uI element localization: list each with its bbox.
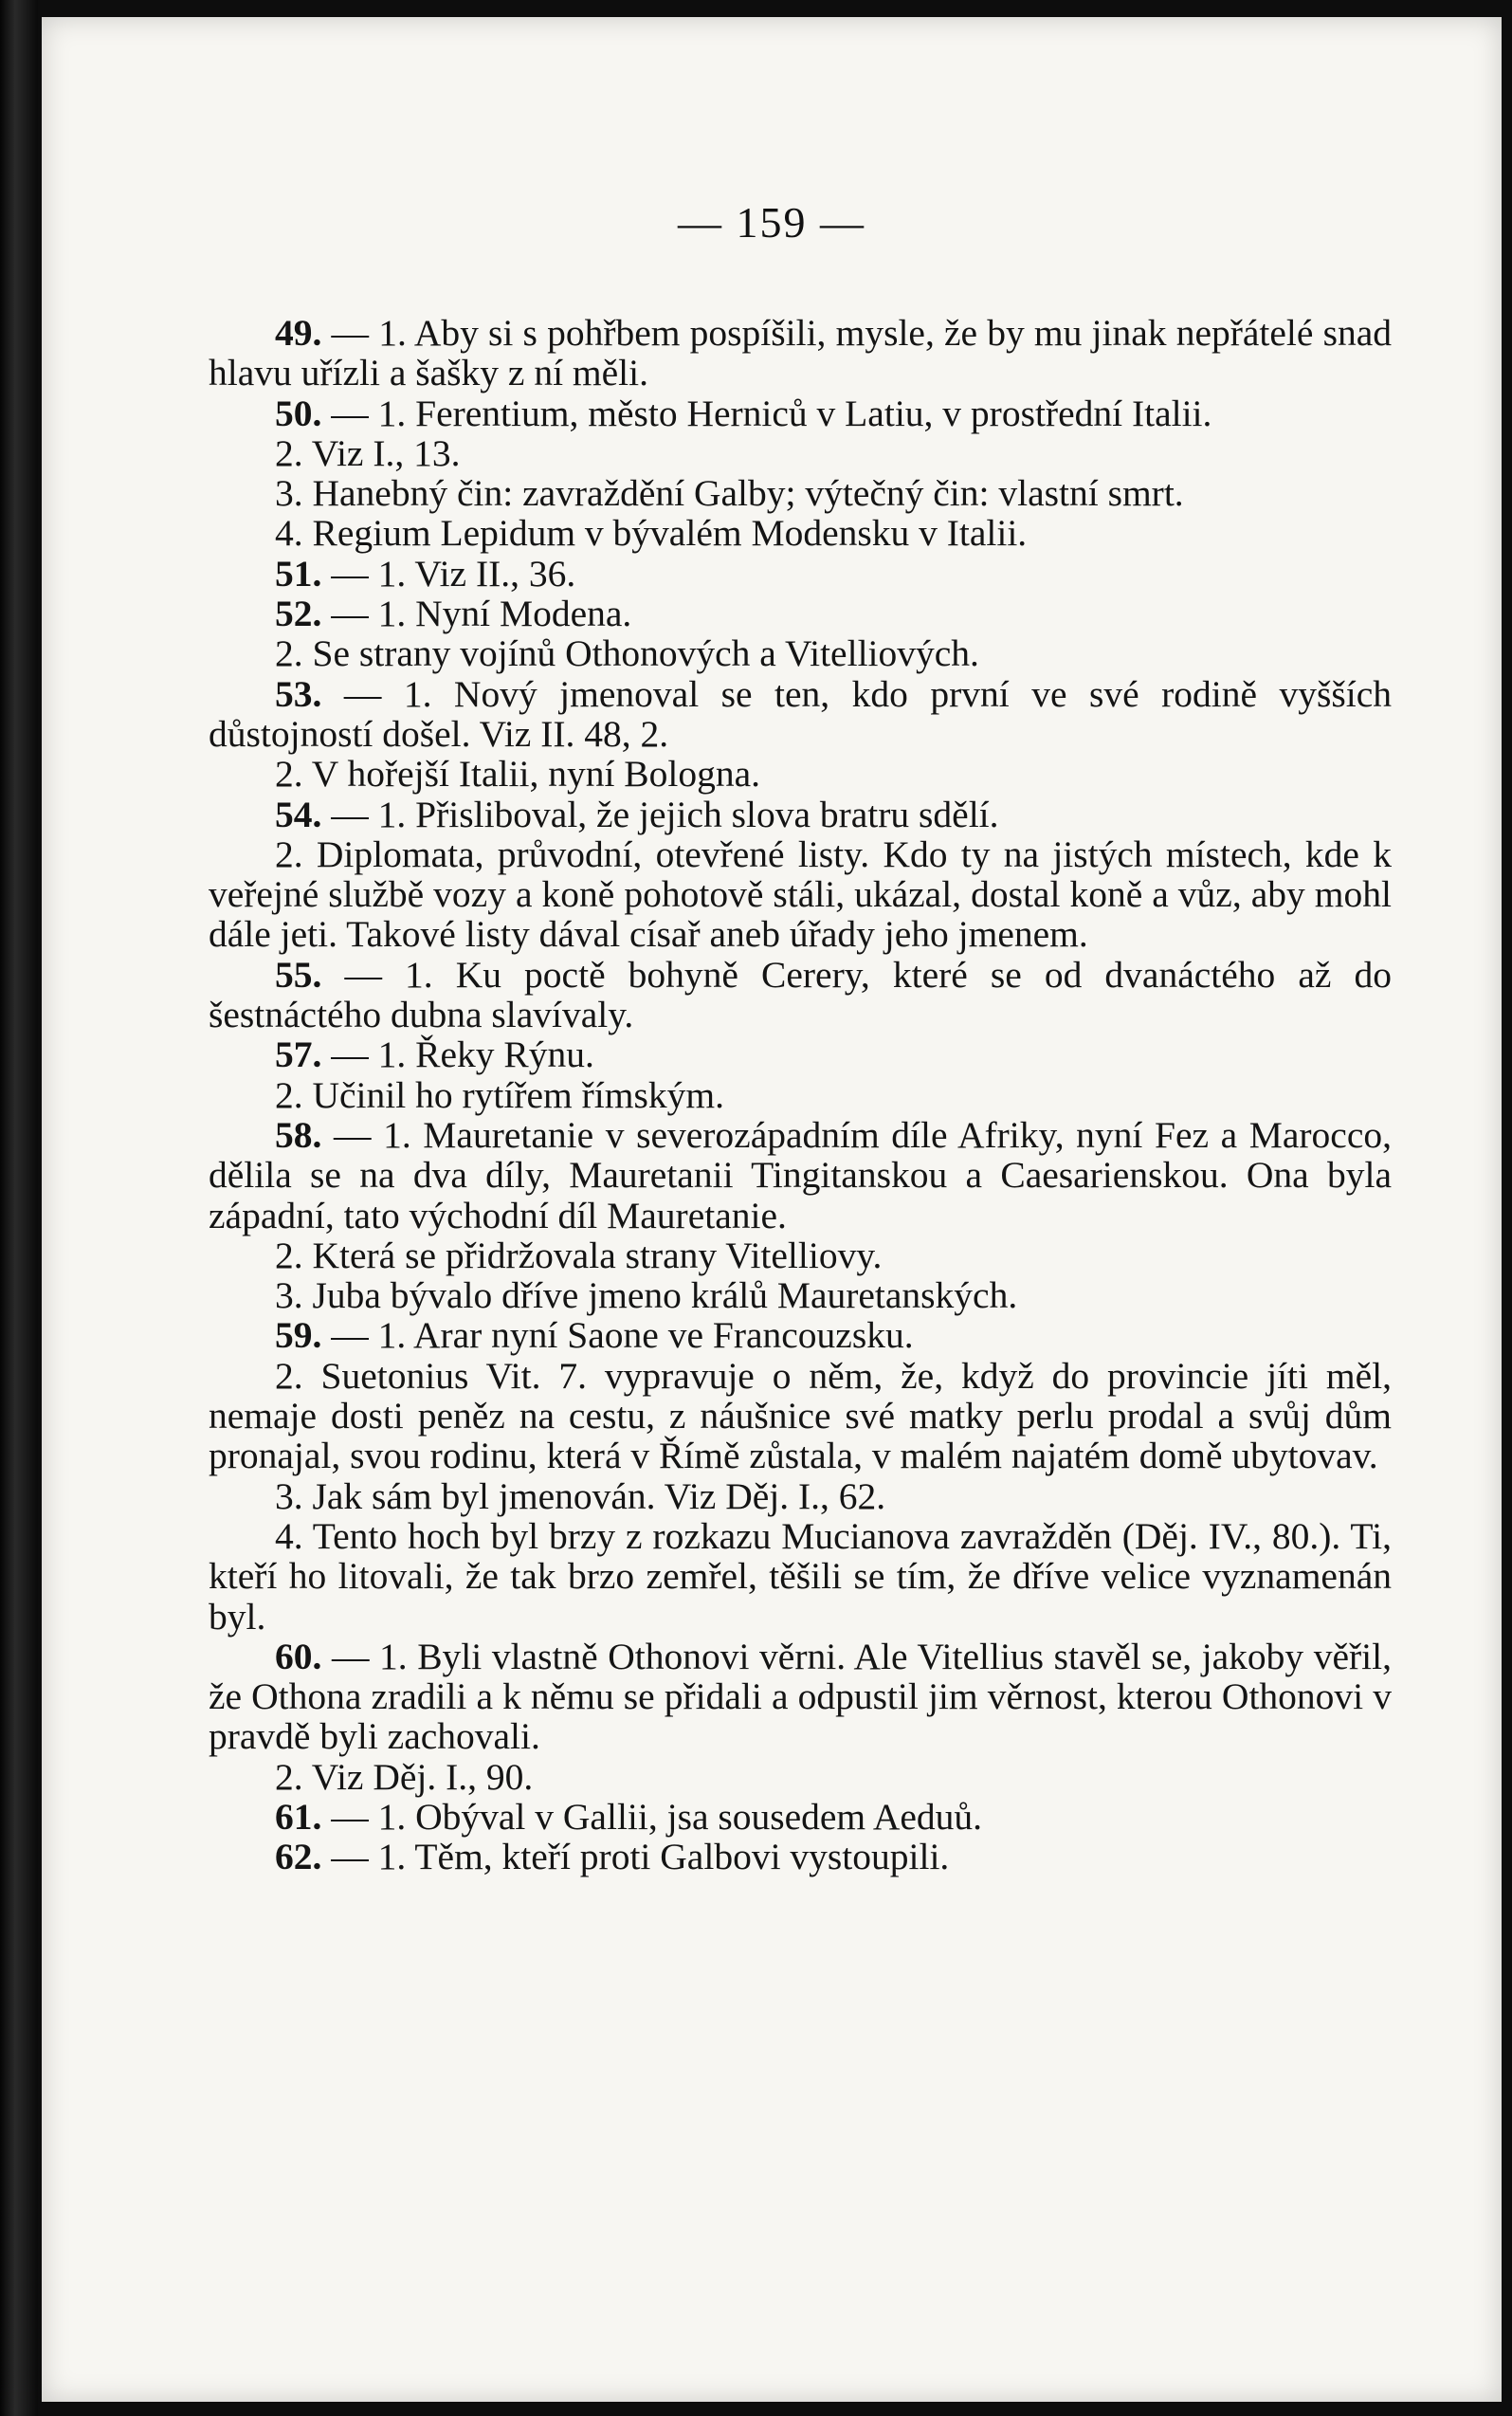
note-text: 3. Juba bývalo dříve jmeno králů Mauretanských.: [275, 1274, 1018, 1317]
note-55: [209, 955, 1392, 1035]
note-52: [209, 594, 1392, 633]
note-number: 50.: [275, 392, 322, 434]
note-number: 60.: [275, 1635, 322, 1677]
note-50-2: [209, 433, 1392, 473]
note-52-2: [209, 633, 1392, 673]
note-62: [209, 1837, 1392, 1876]
book-page: [42, 17, 1502, 2402]
note-53-2: [209, 754, 1392, 794]
note-60: [209, 1637, 1392, 1757]
note-59-2: [209, 1356, 1392, 1476]
note-number: 61.: [275, 1795, 322, 1838]
note-53: [209, 674, 1392, 755]
note-54-2: [209, 834, 1392, 955]
note-text: 2. Učinil ho rytířem římským.: [275, 1073, 724, 1116]
note-text: — 1. Nový jmenoval se ten, kdo první ve své rodině vyšších důstojností došel. Viz II. 48, 2.: [209, 672, 1392, 755]
note-number: 52.: [275, 593, 322, 635]
note-58: [209, 1115, 1392, 1235]
note-number: 57.: [275, 1034, 322, 1076]
note-text: 3. Jak sám byl jmenován. Viz Děj. I., 62.: [275, 1474, 886, 1517]
note-text: — 1. Ferentium, město Herniců v Latiu, v prostřední Italii.: [321, 392, 1212, 434]
note-text: — 1. Přisliboval, že jejich slova bratru sdělí.: [321, 793, 999, 835]
note-number: 53.: [275, 672, 322, 715]
note-text: 2. Se strany vojínů Othonových a Vitelliových.: [275, 632, 979, 675]
note-text: 4. Tento hoch byl brzy z rozkazu Mucianova zavražděn (Děj. IV., 80.). Ti, kteří ho litovali, že tak brzo zemřel, těšili se tím, že dříve velice vyznamenán byl.: [209, 1514, 1392, 1638]
note-text: 2. Která se přidržovala strany Vitelliovy.: [275, 1234, 883, 1276]
note-text: 4. Regium Lepidum v bývalém Modensku v Italii.: [275, 512, 1028, 555]
note-50: [209, 394, 1392, 433]
note-57-2: [209, 1075, 1392, 1115]
book-spine: [0, 0, 38, 2416]
note-text: — 1. Těm, kteří proti Galbovi vystoupili.: [321, 1836, 950, 1878]
note-57: [209, 1034, 1392, 1074]
note-text: — 1. Viz II., 36.: [321, 552, 576, 595]
note-number: 54.: [275, 793, 322, 835]
note-59-3: [209, 1476, 1392, 1516]
note-text: — 1. Mauretanie v severozápadním díle Afriky, nyní Fez a Marocco, dělila se na dva díly, Mauretanii Tingitanskou a Caesarienskou. Ona byla západní, tato východní díl Mauretanie.: [209, 1113, 1392, 1236]
note-number: 62.: [275, 1836, 322, 1878]
note-58-2: [209, 1235, 1392, 1275]
note-number: 55.: [275, 953, 322, 996]
note-text: 2. Viz Děj. I., 90.: [275, 1755, 534, 1798]
note-text: — 1. Řeky Rýnu.: [321, 1034, 594, 1076]
note-50-3: [209, 473, 1392, 513]
note-61: [209, 1797, 1392, 1837]
note-number: 59.: [275, 1314, 322, 1357]
note-49: [209, 313, 1392, 394]
note-number: 51.: [275, 552, 322, 595]
note-number: 58.: [275, 1113, 322, 1156]
note-text: 2. Diplomata, průvodní, otevřené listy. Kdo ty na jistých místech, kde k veřejné službě vozy a koně pohotově stáli, ukázal, dostal koně a vůz, aby mohl dále jeti. Takové listy dával císař aneb úřady jeho jmenem.: [209, 833, 1392, 956]
note-text: — 1. Byli vlastně Othonovi věrni. Ale Vitellius stavěl se, jakoby věřil, že Othona zradili a k němu se přidali a odpustil jim věrnost, kterou Othonovi v pravdě byli zachovali.: [209, 1635, 1392, 1758]
note-text: — 1. Aby si s pohřbem pospíšili, mysle, že by mu jinak nepřátelé snad hlavu uřízli a šašky z ní měli.: [209, 312, 1392, 394]
note-54: [209, 795, 1392, 834]
note-58-3: [209, 1275, 1392, 1315]
note-text: — 1. Obýval v Gallii, jsa sousedem Aeduů.: [321, 1795, 983, 1838]
page-number: — 159 —: [678, 198, 865, 247]
note-number: 49.: [275, 312, 322, 354]
footnotes-body: [209, 313, 1392, 1877]
note-59-4: [209, 1516, 1392, 1637]
note-60-2: [209, 1757, 1392, 1797]
note-59: [209, 1315, 1392, 1355]
note-text: 2. Viz I., 13.: [275, 431, 461, 474]
note-text: 2. Suetonius Vit. 7. vypravuje o něm, že, když do provincie jíti měl, nemaje dosti peněz na cestu, z náušnice své matky perlu prodal a svůj dům pronajal, svou rodinu, která v Římě zůstala, v malém najatém domě ubytovav.: [209, 1354, 1392, 1477]
note-text: 2. V hořejší Italii, nyní Bologna.: [275, 753, 761, 796]
note-text: 3. Hanebný čin: zavraždění Galby; výtečný čin: vlastní smrt.: [275, 472, 1184, 515]
note-text: — 1. Ku poctě bohyně Cerery, které se od dvanáctého až do šestnáctého dubna slavívaly.: [209, 953, 1392, 1036]
note-text: — 1. Nyní Modena.: [321, 593, 632, 635]
note-51: [209, 554, 1392, 594]
note-text: — 1. Arar nyní Saone ve Francouzsku.: [321, 1314, 914, 1357]
note-50-4: [209, 513, 1392, 553]
